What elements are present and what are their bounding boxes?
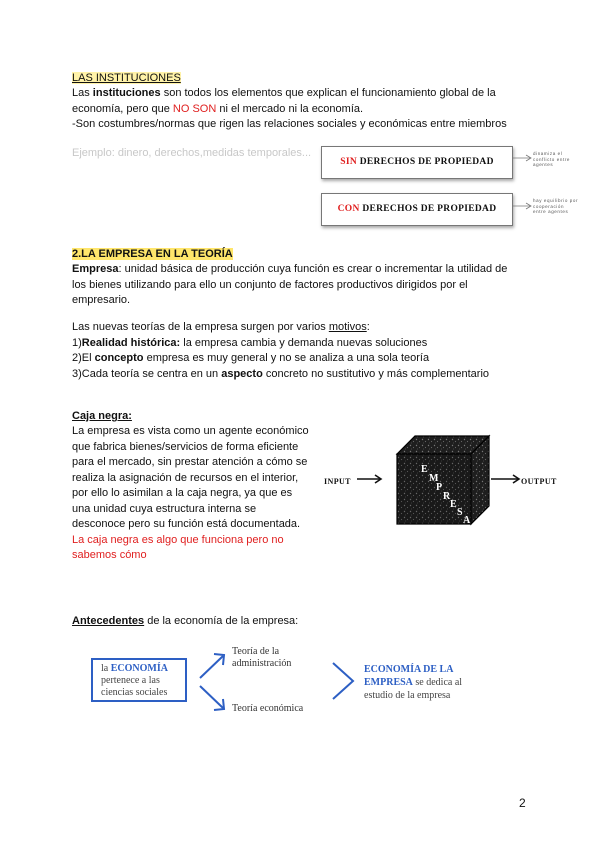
box-line: la ECONOMÍA <box>101 663 168 674</box>
arrow-right-icon <box>512 201 534 211</box>
paragraph-line: economía, pero que NO SON ni el mercado ni la economía. <box>72 102 364 115</box>
black-box-cube <box>385 432 497 528</box>
list-item: 3)Cada teoría se centra en un aspecto concreto no sustitutivo y más complementario <box>72 367 490 380</box>
arrow-right-icon <box>356 473 384 485</box>
list-item: 2)El concepto empresa es muy general y no se analiza a una sola teoría <box>72 352 430 364</box>
economia-empresa-text <box>364 663 462 702</box>
paragraph-line: empresario. <box>72 294 131 306</box>
sin-derechos-note: dinamiza el conflicto entre agentes <box>533 151 571 167</box>
paragraph-line: Empresa: unidad básica de producción cuya función es crear o incrementar la utilidad de <box>72 263 508 275</box>
paragraph-line: una unidad cuya estructura interna se <box>72 502 257 515</box>
input-label: INPUT <box>324 477 351 486</box>
economia-box <box>91 658 187 702</box>
list-item: 1)Realidad histórica: la empresa cambia y demanda nuevas soluciones <box>72 336 428 349</box>
box-line: ciencias sociales <box>101 687 168 698</box>
paragraph-line: que fabrica bienes/servicios de forma eficiente <box>72 440 299 453</box>
paragraph-line: La empresa es vista como un agente económico <box>72 425 309 437</box>
cube-letter: P <box>436 482 443 493</box>
instituciones-paragraph <box>72 86 532 133</box>
chevron-right-icon <box>330 660 356 702</box>
cube-letter: M <box>429 473 439 484</box>
paragraph-line: Las instituciones son todos los elementos que explican el funcionamiento global de la <box>72 87 496 99</box>
result-line: ECONOMÍA DE LA <box>364 664 454 675</box>
result-line: EMPRESA se dedica al <box>364 677 463 688</box>
cube-letter: E <box>421 464 428 475</box>
paragraph-line: por ello lo asimilan a la caja negra, ya que es <box>72 487 293 499</box>
motivos-intro: Las nuevas teorías de la empresa surgen por varios motivos: <box>72 321 370 333</box>
caja-negra-title: Caja negra: <box>72 410 132 422</box>
paragraph-line: La caja negra es algo que funciona pero no <box>72 533 284 546</box>
cube-letter: R <box>443 491 451 502</box>
box-line: pertenece a las <box>101 675 160 686</box>
branch-line: Teoría de la <box>232 646 280 657</box>
cube-letter: E <box>450 499 457 510</box>
caja-negra-text <box>72 424 322 564</box>
section-title-empresa-teoria: 2.LA EMPRESA EN LA TEORÍA <box>72 248 233 260</box>
branch-economica: Teoría económica <box>232 703 304 714</box>
section-title-instituciones: LAS INSTITUCIONES <box>72 72 181 84</box>
page-number: 2 <box>519 796 526 810</box>
paragraph-line: para el mercado, sin prestar atención a cómo se <box>72 456 308 468</box>
cube-letter: A <box>463 515 471 526</box>
result-line: estudio de la empresa <box>364 690 451 701</box>
branch-arrows <box>196 648 230 716</box>
paragraph-line: realiza la asignación de recursos en el interior, <box>72 471 299 484</box>
con-derechos-note: hay equilibrio por cooperación entre agentes <box>533 198 579 214</box>
cube-letter: S <box>457 507 463 518</box>
paragraph-line: -Son costumbres/normas que rigen las relaciones sociales y económicas entre miembros <box>72 118 507 130</box>
motivos-list <box>72 320 532 382</box>
con-derechos-box: CON DERECHOS DE PROPIEDAD <box>321 193 513 226</box>
branch-administracion <box>232 646 291 670</box>
branch-line: administración <box>232 658 292 669</box>
example-text: Ejemplo: dinero, derechos,medidas temporales... <box>72 147 312 159</box>
empresa-definition <box>72 262 532 309</box>
sin-derechos-box: SIN DERECHOS DE PROPIEDAD <box>321 146 513 179</box>
antecedentes-title: Antecedentes de la economía de la empresa: <box>72 615 299 627</box>
paragraph-line: los bienes utilizando para ello un conjunto de factores productivos dirigidos por el <box>72 278 468 291</box>
arrow-right-icon <box>512 153 534 163</box>
paragraph-line: sabemos cómo <box>72 549 147 561</box>
paragraph-line: desconoce pero su función está documentada. <box>72 518 301 530</box>
arrow-right-icon <box>490 473 522 485</box>
output-label: OUTPUT <box>521 477 557 486</box>
